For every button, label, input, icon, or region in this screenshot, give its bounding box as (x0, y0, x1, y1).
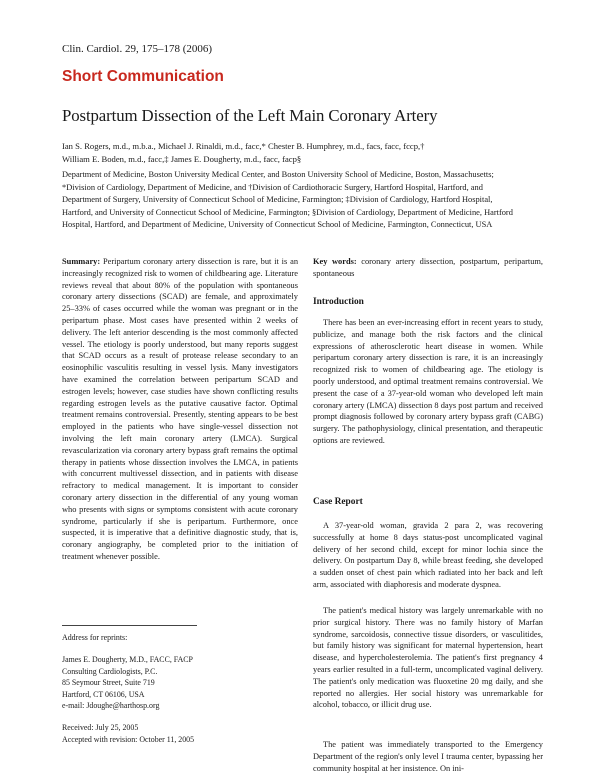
reprint-address-block (62, 632, 298, 745)
reprint-line: Hartford, CT 06106, USA (62, 689, 145, 699)
affiliation-line: Department of Medicine, Boston University Medical Center, and Boston University School of Medicine, Boston, Massachusetts; (62, 170, 494, 179)
case-report-heading: Case Report (313, 497, 363, 507)
affiliation-line: Hospital, Hartford, and Department of Medicine, University of Connecticut School of Medicine, Farmington, Connecticut, USA (62, 220, 493, 229)
author-line-2: William E. Boden, m.d., facc,‡ James E. Dougherty, m.d., facc, facp§ (62, 153, 302, 164)
summary-label: Summary: (62, 257, 101, 266)
affiliation-line: Department of Surgery, University of Connecticut School of Medicine, Farmington; ‡Division of Cardiology, Hartford Hospital, (62, 195, 493, 204)
case-report-paragraph: A 37-year-old woman, gravida 2 para 2, was recovering successfully at home 8 days status-post uncomplicated vaginal delivery of her second child, except for minor lochia since the delivery. On postpartum Day 8, while breast feeding, she developed a sudden onset of chest pain which radiated into her back and left arm, associated with diaphoresis and moderate dyspnea. (313, 521, 543, 589)
article-title: Postpartum Dissection of the Left Main Coronary Artery (62, 106, 438, 125)
reprint-line: James E. Dougherty, M.D., FACC, FACP (62, 655, 193, 665)
case-report-paragraph: The patient was immediately transported to the Emergency Department of the region's only level I trauma center, bypassing her community hospital at her insistence. On ini- (313, 740, 543, 773)
affiliation-line: *Division of Cardiology, Department of Medicine, and †Division of Cardiothoracic Surgery, Hartford Hospital, Hartford, and (62, 182, 483, 192)
accepted-date: Accepted with revision: October 11, 2005 (62, 734, 195, 744)
introduction-paragraph: There has been an ever-increasing effort in recent years to study, publicize, and manage both the risk factors and the clinical expressions of atherosclerotic heart disease in women. While peripartum coronary artery dissection is rare, it is an increasingly recognized risk to women of childbearing age. The etiology is poorly understood, and optimal treatment remains controversial. We present the case of a 37-year-old woman who developed left main coronary artery (LMCA) dissection 8 days post partum and received prompt diagnosis followed by coronary artery bypass graft (CABG) surgery. The pathophysiology, clinical presentation, and therapeutic options are reviewed. (313, 318, 543, 445)
section-label: Short Communication (62, 68, 224, 85)
introduction-heading: Introduction (313, 297, 364, 307)
journal-citation: Clin. Cardiol. 29, 175–178 (2006) (62, 43, 213, 55)
affiliation-line: Hartford, and University of Connecticut School of Medicine, Farmington; §Division of Cardiology, Department of Medicine, Hartford (62, 207, 513, 217)
reprint-heading: Address for reprints: (62, 633, 128, 642)
reprint-email[interactable]: e-mail: Jdoughe@harthosp.org (62, 701, 160, 711)
affiliations (62, 169, 562, 232)
keywords-text: coronary artery dissection, postpartum, peripartum, spontaneous (313, 257, 544, 278)
summary-block (62, 256, 298, 563)
author-line-1: Ian S. Rogers, m.d., m.b.a., Michael J. Rinaldi, m.d., facc,* Chester B. Humphrey, m.d., facs, facc, fccp,† (62, 141, 425, 151)
keywords-label: Key words: (313, 257, 357, 266)
reprint-line: Consulting Cardiologists, P.C. (62, 666, 158, 676)
keywords-block (313, 256, 543, 280)
case-report-paragraph: The patient's medical history was largely unremarkable with no prior surgical history. There was no family history of Marfan syndrome, sarcoidosis, connective tissue disorders, or vasculitides, but family history was significant for maternal hypertension, heart disease, and hypercholesterolemia. The patient's first pregnancy 4 years earlier resulted in a full-term, uncomplicated vaginal delivery. The patient's only medication was fluoxetine 20 mg daily, and she reported no allergies. Her social history was unremarkable for alcohol, tobacco, or illicit drug use. (313, 606, 543, 710)
reprint-line: 85 Seymour Street, Suite 719 (62, 678, 155, 688)
author-list (62, 140, 562, 165)
summary-text: Peripartum coronary artery dissection is rare, but it is an increasingly recognized risk to women of childbearing age. Literature reviews reveal that about 80% of the population with spontaneous coronary artery dissections (SCAD) are female, and approximately 25–33% of cases occurred while the woman was pregnant or in the peripartum phase. Most cases have presented within 2 weeks of delivery. The left anterior descending is the most commonly affected vessel. The etiology is poorly understood, but many reports suggest that SCAD occurs as a result of protease release secondary to an eosinophilic vasculitis resulting in vessel lysis. Many investigators have examined the correlation between peripartum SCAD and estrogen levels; however, case studies have shown conflicting results regarding estrogen levels as the putative causative factor. Optimal treatment remains controversial. Presently, stenting appears to be best employed in the patients who have single-vessel dissection not involving the left main coronary artery (LMCA). Surgical revascularization via coronary artery bypass graft remains the optimal therapy in patients whose dissection involves the LMCA, in patients with concurrent multivessel dissection, and in patients with disease refractory to medical management. It is important to consider coronary artery dissection in the differential of any young woman who presents with signs or symptoms consistent with acute coronary syndrome, particularly if she is peripartum. Furthermore, once suspected, it is imperative that a definitive diagnostic study, that is, coronary angiography, be completed prior to the initiation of treatment whenever possible. (62, 257, 299, 561)
footnote-divider (62, 625, 197, 626)
received-date: Received: July 25, 2005 (62, 723, 139, 733)
